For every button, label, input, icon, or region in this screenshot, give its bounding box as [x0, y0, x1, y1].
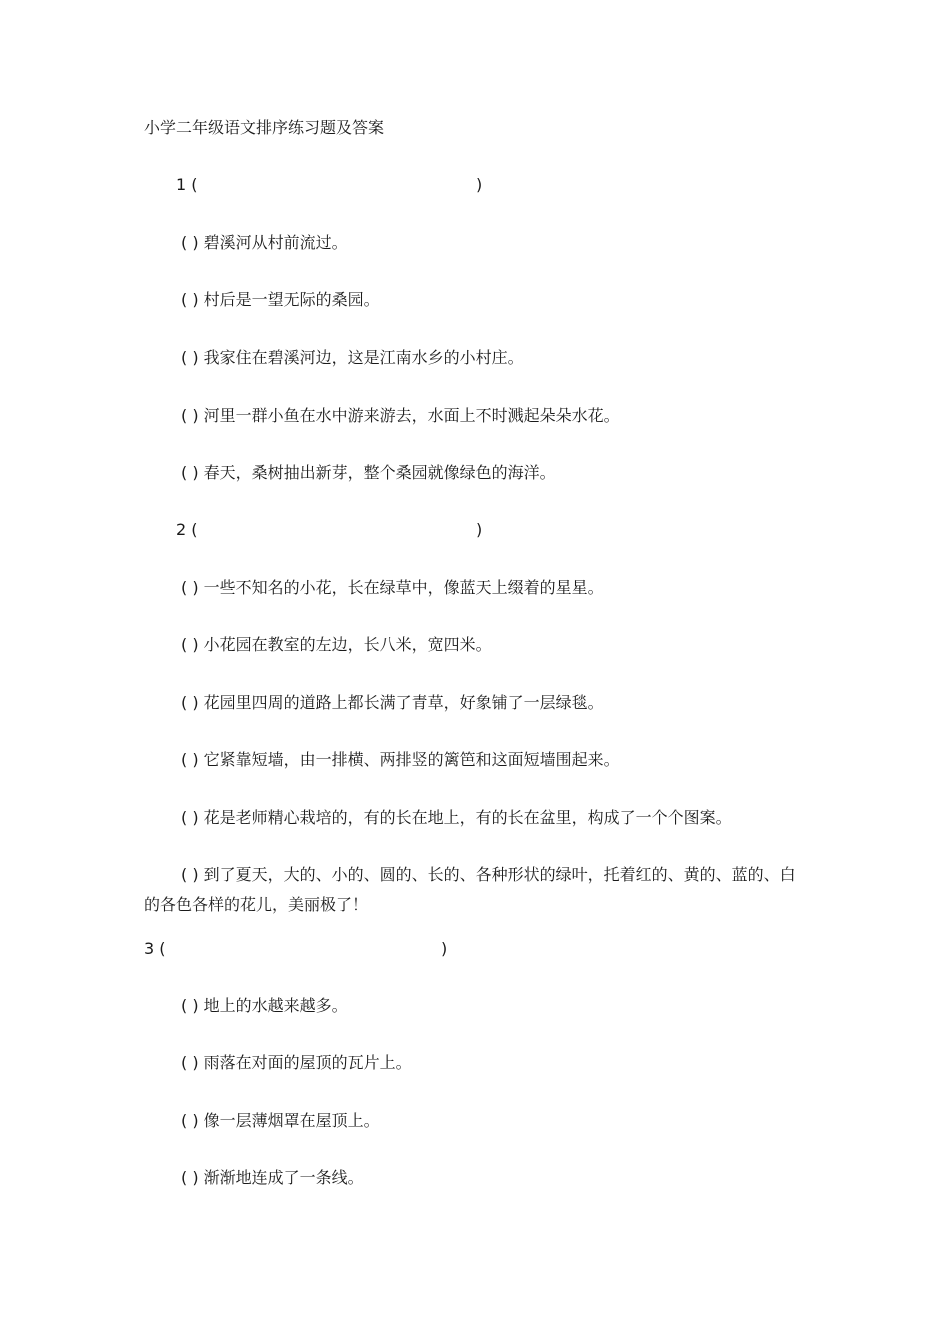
section-number: 2: [176, 520, 187, 539]
list-item: [181, 233, 348, 253]
answer-blank[interactable]: ( ): [181, 348, 199, 367]
answer-blank[interactable]: ( ): [181, 233, 199, 252]
answer-blank[interactable]: ( ): [181, 290, 199, 309]
sentence-text: 雨落在对面的屋顶的瓦片上。: [203, 1053, 412, 1072]
page-title: 小学二年级语文排序练习题及答案: [144, 118, 385, 137]
list-item: [181, 290, 380, 310]
answer-blank[interactable]: ( ): [181, 406, 199, 425]
list-item: [181, 635, 492, 655]
sentence-text: 它紧靠短墙，由一排横、两排竖的篱笆和这面短墙围起来。: [203, 750, 620, 769]
sentence-text: 我家住在碧溪河边，这是江南水乡的小村庄。: [203, 348, 524, 367]
section-2-header: [176, 520, 198, 540]
sentence-text: 村后是一望无际的桑园。: [203, 290, 380, 309]
sentence-text: 花园里四周的道路上都长满了青草，好象铺了一层绿毯。: [203, 693, 604, 712]
list-item: [181, 750, 620, 770]
answer-blank[interactable]: ( ): [181, 1053, 199, 1072]
list-item: [144, 860, 796, 920]
section-open-paren: (: [191, 520, 198, 539]
list-item: [181, 348, 524, 368]
list-item: [181, 1168, 364, 1188]
list-item: [181, 406, 620, 426]
sentence-text: 像一层薄烟罩在屋顶上。: [203, 1111, 380, 1130]
answer-blank[interactable]: ( ): [181, 578, 199, 597]
section-number: 1: [176, 175, 187, 194]
list-item: [181, 578, 604, 598]
sentence-text: 到了夏天，大的、小的、圆的、长的、各种形状的绿叶，托着红的、黄的、蓝的、白的各色各样的花儿，美丽极了！: [144, 865, 796, 914]
list-item: [181, 1111, 380, 1131]
sentence-text: 春天，桑树抽出新芽，整个桑园就像绿色的海洋。: [203, 463, 556, 482]
sentence-text: 一些不知名的小花，长在绿草中，像蓝天上缀着的星星。: [203, 578, 604, 597]
section-open-paren: (: [159, 939, 166, 958]
sentence-text: 花是老师精心栽培的，有的长在地上，有的长在盆里，构成了一个个图案。: [203, 808, 732, 827]
answer-blank[interactable]: ( ): [181, 463, 199, 482]
sentence-text: 碧溪河从村前流过。: [203, 233, 348, 252]
section-number: 3: [144, 939, 155, 958]
list-item: [181, 808, 732, 828]
answer-blank[interactable]: ( ): [181, 808, 199, 827]
answer-blank[interactable]: ( ): [181, 693, 199, 712]
answer-blank[interactable]: ( ): [181, 635, 199, 654]
section-3-close-paren: ): [441, 939, 448, 958]
list-item: [181, 693, 604, 713]
answer-blank[interactable]: ( ): [181, 750, 199, 769]
sentence-text: 小花园在教室的左边，长八米，宽四米。: [203, 635, 492, 654]
section-3-header: [144, 939, 166, 959]
sentence-text: 地上的水越来越多。: [203, 996, 348, 1015]
answer-blank[interactable]: ( ): [181, 865, 199, 884]
answer-blank[interactable]: ( ): [181, 1111, 199, 1130]
section-open-paren: (: [191, 175, 198, 194]
answer-blank[interactable]: ( ): [181, 996, 199, 1015]
section-2-close-paren: ): [476, 520, 483, 539]
answer-blank[interactable]: ( ): [181, 1168, 199, 1187]
sentence-text: 渐渐地连成了一条线。: [203, 1168, 364, 1187]
list-item: [181, 1053, 412, 1073]
list-item: [181, 463, 556, 483]
list-item: [181, 996, 348, 1016]
section-1-close-paren: ): [476, 175, 483, 194]
sentence-text: 河里一群小鱼在水中游来游去，水面上不时溅起朵朵水花。: [203, 406, 620, 425]
section-1-header: [176, 175, 198, 195]
